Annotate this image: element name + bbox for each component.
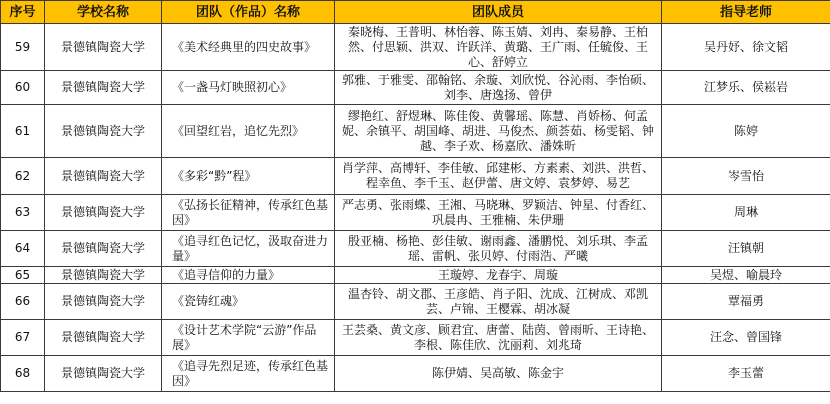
row-members: 秦晓梅、王普明、林怡蓉、陈玉婧、刘冉、秦易静、王柏然、付思颖、洪双、许跃洋、黄璐、王广雨、任毓俊、王心、舒婷立 xyxy=(335,24,662,71)
row-members: 肖学萍、高博轩、李佳敏、邱建彬、方素素、刘洪、洪哲、程幸鱼、李千玉、赵伊蕾、唐文婷、袁梦婷、易艺 xyxy=(335,158,662,195)
row-work: 《设计艺术学院“云游”作品展》 xyxy=(162,320,335,356)
row-members: 严志勇、张雨蝶、王湘、马晓琳、罗颖洁、钟星、付香红、巩晨冉、王雅楠、朱伊珊 xyxy=(335,195,662,231)
row-no: 67 xyxy=(1,320,45,356)
table-row xyxy=(1,320,830,356)
row-advisor: 江梦乐、侯崧岩 xyxy=(662,71,830,105)
row-work: 《追寻先烈足迹，传承红色基因》 xyxy=(162,356,335,392)
row-no: 64 xyxy=(1,231,45,267)
row-members: 王璇婷、龙春宇、周璇 xyxy=(335,267,662,284)
table-row xyxy=(1,356,830,392)
row-advisor: 覃福勇 xyxy=(662,284,830,320)
row-work: 《美术经典里的四史故事》 xyxy=(162,24,335,71)
row-work: 《回望红岩，追忆先烈》 xyxy=(162,105,335,158)
row-work: 《多彩“黔”程》 xyxy=(162,158,335,195)
row-no: 60 xyxy=(1,71,45,105)
row-school: 景德镇陶瓷大学 xyxy=(45,267,162,284)
row-members: 王芸桑、黄文彦、顾君宜、唐蕾、陆茵、曾雨昕、王诗艳、李根、陈佳欣、沈丽莉、刘兆琦 xyxy=(335,320,662,356)
row-no: 62 xyxy=(1,158,45,195)
table-row xyxy=(1,284,830,320)
row-advisor: 汪镇朝 xyxy=(662,231,830,267)
row-work: 《瓷铸红魂》 xyxy=(162,284,335,320)
row-school: 景德镇陶瓷大学 xyxy=(45,231,162,267)
row-members: 殷亚楠、杨艳、彭佳敏、谢雨鑫、潘鹏悦、刘乐琪、李孟瑶、雷帆、张贝婷、付雨浩、严曦 xyxy=(335,231,662,267)
row-no: 63 xyxy=(1,195,45,231)
row-no: 66 xyxy=(1,284,45,320)
row-work: 《弘扬长征精神，传承红色基因》 xyxy=(162,195,335,231)
row-no: 68 xyxy=(1,356,45,392)
row-advisor: 岑雪怡 xyxy=(662,158,830,195)
row-advisor: 吴丹妤、徐文韬 xyxy=(662,24,830,71)
row-school: 景德镇陶瓷大学 xyxy=(45,105,162,158)
table-row xyxy=(1,267,830,284)
row-advisor: 周琳 xyxy=(662,195,830,231)
table-row xyxy=(1,105,830,158)
row-no: 61 xyxy=(1,105,45,158)
table-row xyxy=(1,195,830,231)
row-members: 温杏铃、胡文郡、王彦皓、肖子阳、沈成、江树成、邓凯芸、卢锦、王樱霖、胡冰凝 xyxy=(335,284,662,320)
table-row xyxy=(1,158,830,195)
row-school: 景德镇陶瓷大学 xyxy=(45,195,162,231)
header-school: 学校名称 xyxy=(45,1,162,24)
table-body xyxy=(1,24,830,392)
row-school: 景德镇陶瓷大学 xyxy=(45,158,162,195)
header-row xyxy=(1,1,830,24)
table-row xyxy=(1,231,830,267)
row-school: 景德镇陶瓷大学 xyxy=(45,320,162,356)
row-school: 景德镇陶瓷大学 xyxy=(45,71,162,105)
row-school: 景德镇陶瓷大学 xyxy=(45,356,162,392)
table-header xyxy=(1,1,830,24)
row-school: 景德镇陶瓷大学 xyxy=(45,284,162,320)
header-no: 序号 xyxy=(1,1,45,24)
row-work: 《追寻红色记忆，汲取奋进力量》 xyxy=(162,231,335,267)
row-work: 《一盏马灯映照初心》 xyxy=(162,71,335,105)
row-advisor: 李玉蕾 xyxy=(662,356,830,392)
row-members: 郭雅、于雅雯、邵翰铭、余璇、刘欣悦、谷沁雨、李怡硕、刘李、唐逸扬、曾伊 xyxy=(335,71,662,105)
header-members: 团队成员 xyxy=(335,1,662,24)
row-members: 缪艳红、舒煜琳、陈佳俊、黄馨瑶、陈慧、肖娇杨、何孟妮、余镇平、胡国峰、胡进、马俊杰、颜荟茹、杨雯韬、钟越、李子欢、杨嘉欣、潘姝昕 xyxy=(335,105,662,158)
row-work: 《追寻信仰的力量》 xyxy=(162,267,335,284)
row-members: 陈伊婧、吴高敏、陈金宇 xyxy=(335,356,662,392)
table-row xyxy=(1,24,830,71)
row-no: 59 xyxy=(1,24,45,71)
row-advisor: 陈婷 xyxy=(662,105,830,158)
row-advisor: 吴煜、喻晨玲 xyxy=(662,267,830,284)
row-advisor: 汪念、曾国锋 xyxy=(662,320,830,356)
header-advisor: 指导老师 xyxy=(662,1,830,24)
row-school: 景德镇陶瓷大学 xyxy=(45,24,162,71)
table-row xyxy=(1,71,830,105)
row-no: 65 xyxy=(1,267,45,284)
header-work: 团队（作品）名称 xyxy=(162,1,335,24)
